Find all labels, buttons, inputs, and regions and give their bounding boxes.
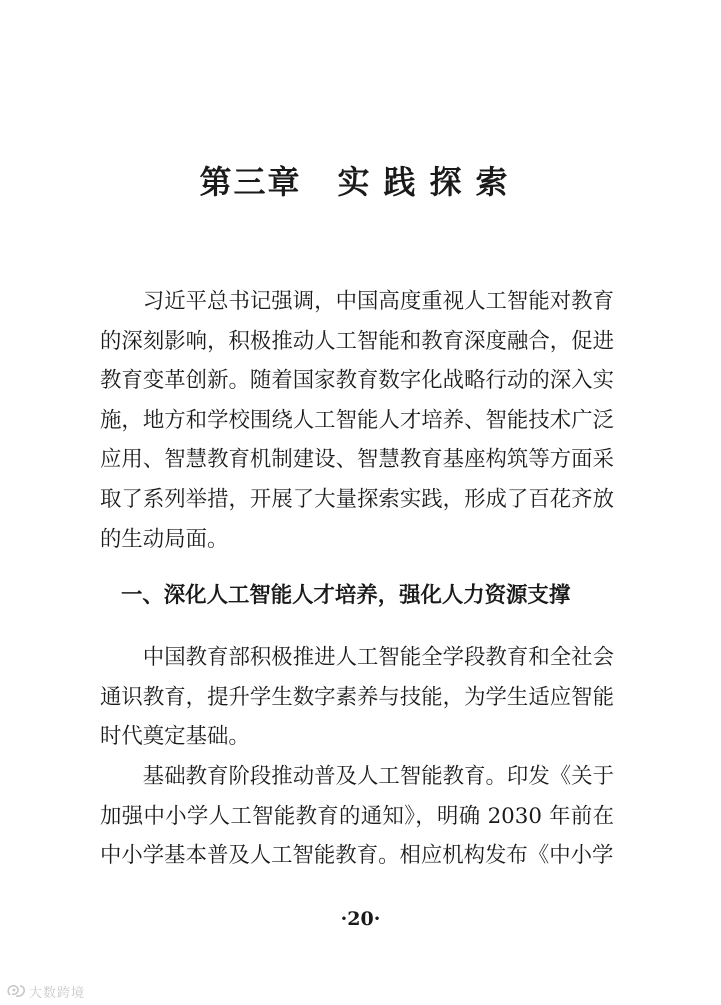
section-paragraph-block <box>100 638 614 757</box>
section-heading: 一、深化人工智能人才培养，强化人力资源支撑 <box>121 583 571 608</box>
chapter-title <box>0 160 721 204</box>
watermark <box>6 980 85 1002</box>
section-paragraph: 中国教育部积极推进人工智能全学段教育和全社会通识教育，提升学生数字素养与技能，为学生适应智能时代奠定基础。 <box>100 645 614 750</box>
intro-paragraph: 习近平总书记强调，中国高度重视人工智能对教育的深刻影响，积极推动人工智能和教育深度融合，促进教育变革创新。随着国家教育数字化战略行动的深入实施，地方和学校围绕人工智能人才培养、智能技术广泛应用、智慧教育机制建设、智慧教育基座构筑等方面采取了系列举措，开展了大量探索实践，形成了百花齐放的生动局面。 <box>100 289 614 552</box>
page-number: ·20· <box>340 908 381 930</box>
watermark-logo-icon <box>6 983 26 999</box>
chapter-number: 第三章 <box>199 163 302 201</box>
watermark-text: 大数跨境 <box>29 985 86 1001</box>
intro-paragraph-block <box>100 282 614 559</box>
chapter-name: 实践探索 <box>337 163 522 201</box>
section-paragraph-block-2 <box>100 757 614 876</box>
section-paragraph-2: 基础教育阶段推动普及人工智能教育。印发《关于加强中小学人工智能教育的通知》，明确 2030 年前在中小学基本普及人工智能教育。相应机构发布《中小学 <box>100 764 614 869</box>
